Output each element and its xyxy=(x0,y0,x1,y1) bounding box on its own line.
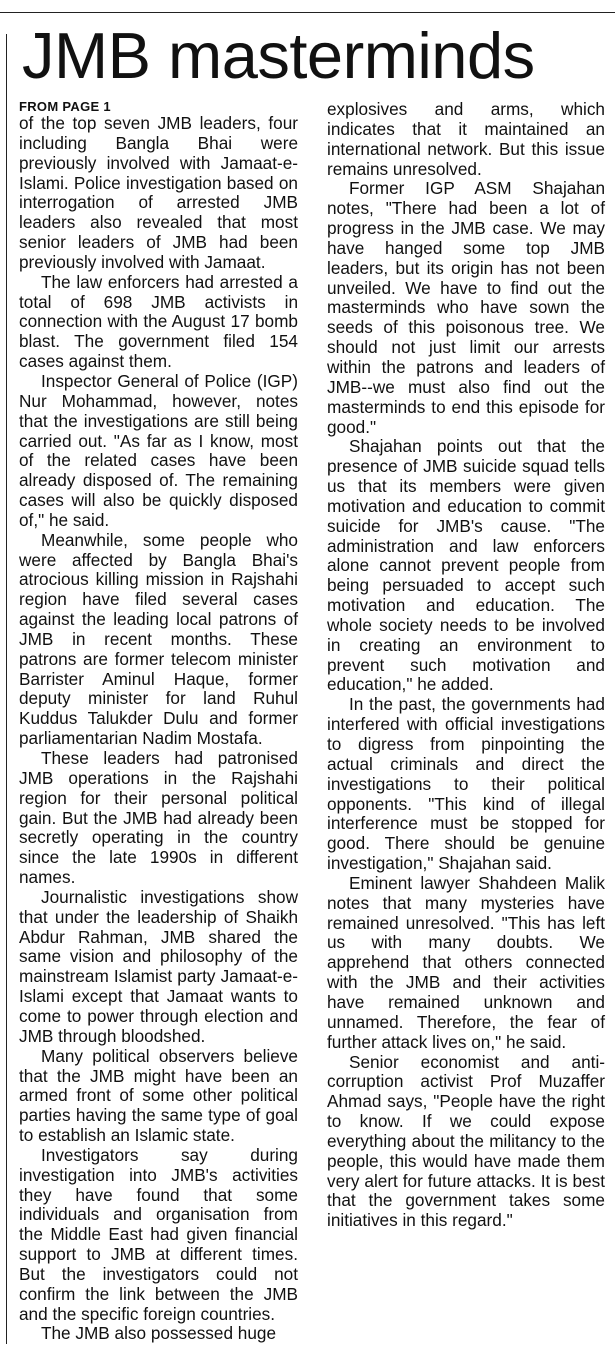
paragraph: Investigators say during investigation into JMB's activities they have found that some individuals and organisation from the Middle East had given financial support to JMB at different times. But the investigators could not confirm the link between the JMB and the specific foreign countries. xyxy=(19,1144,298,1324)
paragraph: These leaders had patronised JMB operations in the Rajshahi region for their personal political gain. But the JMB had already been secretly operating in the country since the late 1990s in different names. xyxy=(19,748,298,888)
paragraph: The JMB also possessed huge xyxy=(41,1323,277,1344)
headline: JMB masterminds xyxy=(22,19,535,92)
paragraph: of the top seven JMB leaders, four including Bangla Bhai were previously involved with Jamaat-e-Islami. Police investigation based on interrogation of arrested JMB leaders also revealed that most senior leaders of JMB had been previously involved with Jamaat. xyxy=(19,113,298,272)
paragraph: Former IGP ASM Shajahan notes, "There had been a lot of progress in the JMB case. We may have hanged some top JMB leaders, but its origin has not been unveiled. We have to find out the masterminds who have sown the seeds of this poisonous tree. We should not just limit our arrests within the patrons and leaders of JMB--we must also find out the masterminds to end this episode for good." xyxy=(327,178,605,437)
paragraph: explosives and arms, which indicates that it maintained an international network. But this issue remains unresolved. xyxy=(327,99,605,179)
right-column xyxy=(327,100,605,1344)
paragraph: Inspector General of Police (IGP) Nur Mohammad, however, notes that the investigations are still being carried out. "As far as I know, most of the related cases have been already disposed of. The remaining cases will also be quickly disposed of," he said. xyxy=(19,370,298,530)
paragraph: Shajahan points out that the presence of JMB suicide squad tells us that its members were given motivation and education to commit suicide for JMB's cause. "The administration and law enforcers alone cannot prevent people from being persuaded to accept such motivation and education. The whole society needs to be involved in creating an environment to prevent such motivation and education," he added. xyxy=(327,436,605,695)
paragraph: Many political observers believe that the JMB might have been an armed front of some other political parties having the same type of goal to establish an Islamic state. xyxy=(19,1045,298,1146)
paragraph: Meanwhile, some people who were affected by Bangla Bhai's atrocious killing mission in Rajshahi region have filed several cases against the leading local patrons of JMB in recent months. These patrons are former telecom minister Barrister Aminul Haque, former deputy minister for land Ruhul Kuddus Talukder Dulu and former parliamentarian Nadim Mostafa. xyxy=(19,529,298,749)
paragraph: In the past, the governments had interfered with official investigations to digress from pinpointing the actual criminals and direct the investigations to their political opponents. "This kind of illegal interference must be stopped for good. There should be genuine investigation," Shajahan said. xyxy=(327,694,605,874)
kicker: FROM PAGE 1 xyxy=(19,99,111,114)
paragraph: Eminent lawyer Shahdeen Malik notes that many mysteries have remained unresolved. "This has left us with many doubts. We apprehend that others connected with the JMB and their activities have remained unknown and unnamed. Therefore, the fear of further attack lives on," he said. xyxy=(327,872,605,1052)
left-column-rule xyxy=(6,34,7,1344)
article-body xyxy=(19,100,605,1344)
paragraph: Journalistic investigations show that under the leadership of Shaikh Abdur Rahman, JMB shared the same vision and philosophy of the mainstream Islamist party Jamaat-e-Islami except that Jamaat wants to come to power through election and JMB through bloodshed. xyxy=(19,886,298,1046)
paragraph: Senior economist and anti-corruption activist Prof Muzaffer Ahmad says, "People have the right to know. If we could expose everything about the militancy to the people, this would have made them very alert for future attacks. It is best that the government takes some initiatives in this regard." xyxy=(327,1051,605,1231)
paragraph: The law enforcers had arrested a total of 698 JMB activists in connection with the August 17 bomb blast. The government filed 154 cases against them. xyxy=(19,271,298,372)
top-rule xyxy=(0,12,615,13)
left-column xyxy=(19,100,298,1344)
